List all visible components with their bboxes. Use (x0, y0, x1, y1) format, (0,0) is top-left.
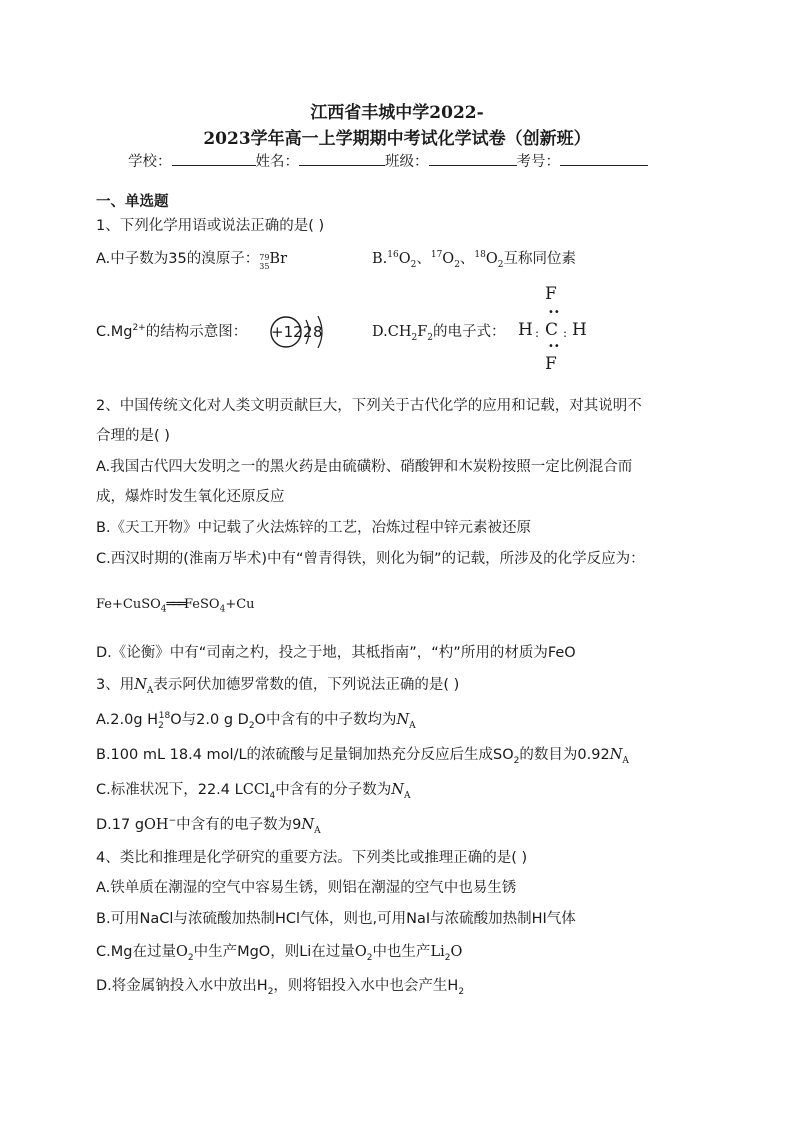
q4-option-b: B.可用NaCl与浓硫酸加热制HCl气体，则也,可用NaI与浓硫酸加热制HI气体 (96, 911, 576, 927)
number-blank[interactable] (560, 150, 648, 166)
ef-dots-left: : (535, 326, 540, 340)
number-label: 考号： (516, 154, 560, 170)
q1-option-b: $B.^{16}O_2$、$^{17}O_2$、$^{18}O_2$互称同位素 (372, 250, 576, 270)
class-label: 班级： (385, 154, 429, 170)
class-blank[interactable] (429, 150, 517, 166)
q3-option-b: B.100 mL 18.4 mol/L的浓硫酸与足量铜加热充分反应后生成$SO_2$的数目为$0.92N_A$ (96, 747, 629, 766)
mg-shell-2: 8 (313, 323, 323, 341)
q1-a-symbol: Br (269, 251, 288, 267)
ef-dots-right: : (563, 326, 568, 340)
school-label: 学校： (128, 154, 172, 170)
q2-stem-line-2: 合理的是( ) (96, 428, 170, 444)
info-fields (128, 150, 648, 172)
q1-option-d: $D.CH_2F_2$的电子式： (372, 324, 506, 343)
q2-option-b: B.《天工开物》中记载了火法炼锌的工艺，冶炼过程中锌元素被还原 (96, 520, 532, 536)
q2-equation: Fe+CuSO$_4$═══FeSO$_4$+Cu (96, 597, 255, 615)
ef-left-h: H (518, 320, 533, 340)
q2-option-a-line-2: 成，爆炸时发生氧化还原反应 (96, 489, 285, 505)
section-heading: 一、单选题 (96, 194, 169, 210)
title-line-1: 江西省丰城中学2022- (310, 103, 484, 123)
ch2f2-electron-formula (514, 284, 594, 374)
ef-dots-top: •• (548, 307, 560, 318)
q4-option-c: C.Mg在过量$O_2$中生产MgO，则Li在过量$O_2$中也生产$Li_2O$ (96, 944, 463, 963)
q1-a-text: A.中子数为35的溴原子： (96, 251, 260, 267)
q2-option-a-line-1: A.我国古代四大发明之一的黑火药是由硫磺粉、硝酸钾和木炭粉按照一定比例混合而 (96, 459, 633, 475)
school-blank[interactable] (172, 150, 256, 166)
q1-option-c: $C.Mg^{2+}$的结构示意图： (96, 323, 248, 340)
q2-option-d: D.《论衡》中有“司南之杓，投之于地，其柢指南”，“杓”所用的材质为FeO (96, 645, 576, 661)
ef-center-c: C (545, 320, 559, 340)
ef-bottom-f: F (545, 354, 557, 374)
mg-nucleus-label: +12 (271, 323, 303, 341)
name-label: 姓名： (255, 154, 299, 170)
q2-stem-line-1: 2、中国传统文化对人类文明贡献巨大，下列关于古代化学的应用和记载，对其说明不 (96, 398, 642, 414)
name-blank[interactable] (299, 150, 385, 166)
q1-a-isotope-numbers: 79 35 (259, 253, 270, 271)
q4-option-a: A.铁单质在潮湿的空气中容易生锈，则铝在潮湿的空气中也易生锈 (96, 880, 517, 896)
q3-option-c: C.标准状况下，22.4 LCCl$_4$中含有的分子数为$N_A$ (96, 782, 411, 801)
mg-shell-1: 2 (303, 323, 313, 341)
q1-stem: 1、下列化学用语或说法正确的是( ) (96, 218, 325, 234)
ef-top-f: F (545, 284, 557, 304)
q4-stem: 4、类比和推理是化学研究的重要方法。下列类比或推理正确的是( ) (96, 850, 528, 866)
q3-stem: 3、用$N_A$表示阿伏加德罗常数的值，下列说法正确的是( ) (96, 677, 460, 696)
q2-option-c: C.西汉时期的(淮南万毕术)中有“曾青得铁，则化为铜”的记载，所涉及的化学反应为： (96, 551, 645, 567)
mg-structure-diagram (266, 310, 332, 354)
ef-right-h: H (572, 320, 587, 340)
q3-option-a: A.2.0g $H_2^{18}O$与2.0 g $D_2O$中含有的中子数均为$N_A$ (96, 711, 416, 731)
q1-option-a (96, 249, 287, 271)
q3-option-d: D.17 gOH−中含有的电子数为$9N_A$ (96, 816, 321, 836)
ef-dots-bottom: •• (548, 341, 560, 352)
q4-option-d: D.将金属钠投入水中放出$H_2$，则将铝投入水中也会产生$H_2$ (96, 978, 465, 997)
title-line-2: 2023学年高一上学期期中考试化学试卷（创新班） (203, 129, 591, 149)
